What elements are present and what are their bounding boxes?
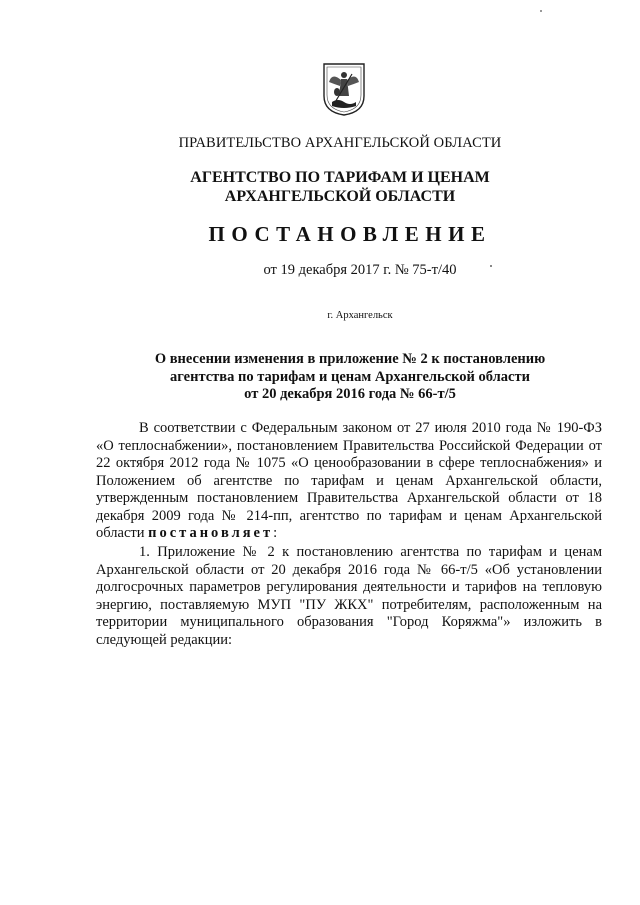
government-name: ПРАВИТЕЛЬСТВО АРХАНГЕЛЬСКОЙ ОБЛАСТИ — [178, 135, 502, 151]
subject-line3: от 20 декабря 2016 года № 66-т/5 — [244, 386, 456, 402]
preamble-paragraph: В соответствии с Федеральным законом от 27 июля 2010 года № 190-ФЗ «О теплоснабжении», постановлением Правительства Российской Федерации от 22 октября 2012 года № 1075 «О ценообразовании в сфере теплоснабжения» и Положением об агентстве по тарифам и ценам Архангельской области, утвержденным постановлением Правительства Архангельской области от 18 декабря 2009 года № 214-пп, агентство по тарифам и ценам Архангельской области постановляет: — [96, 420, 602, 541]
preamble-text: В соответствии с Федеральным законом от 27 июля 2010 года № 190-ФЗ «О теплоснабжении», постановлением Правительства Российской Федерации от 22 октября 2012 года № 1075 «О ценообразовании в сфере теплоснабжения» и Положением об агентстве по тарифам и ценам Архангельской области, утвержденным постановлением Правительства Архангельской области от 18 декабря 2009 года № 214-пп, агентство по тарифам и ценам Архангельской области — [96, 420, 602, 541]
subject-line1: О внесении изменения в приложение № 2 к постановлению — [154, 351, 546, 367]
agency-name-line1: АГЕНТСТВО ПО ТАРИФАМ И ЦЕНАМ — [190, 169, 490, 186]
agency-name — [0, 168, 640, 206]
agency-name-line2: АРХАНГЕЛЬСКОЙ ОБЛАСТИ — [224, 188, 456, 205]
document-subject — [10, 351, 640, 404]
city-name: г. Архангельск — [327, 310, 393, 321]
subject-line2: агентства по тарифам и ценам Архангельской области — [170, 368, 530, 385]
date-and-number: от 19 декабря 2017 г. № 75-т/40 — [263, 262, 457, 278]
item-1-paragraph: 1. Приложение № 2 к постановлению агентства по тарифам и ценам Архангельской области от 20 декабря 2016 года № 66-т/5 «Об установлении долгосрочных параметров регулирования деятельности и тарифов на тепловую энергию, поставляемую МУП "ПУ ЖКХ" потребителям, расположенным на территории муниципального образования "Город Коряжма"» изложить в следующей редакции: — [96, 544, 602, 648]
resolves-word: постановляет — [148, 525, 274, 541]
coat-of-arms-icon — [322, 62, 366, 117]
document-type-title: ПОСТАНОВЛЕНИЕ — [208, 222, 492, 246]
scan-speck-2 — [490, 265, 492, 267]
scan-speck — [540, 10, 542, 12]
